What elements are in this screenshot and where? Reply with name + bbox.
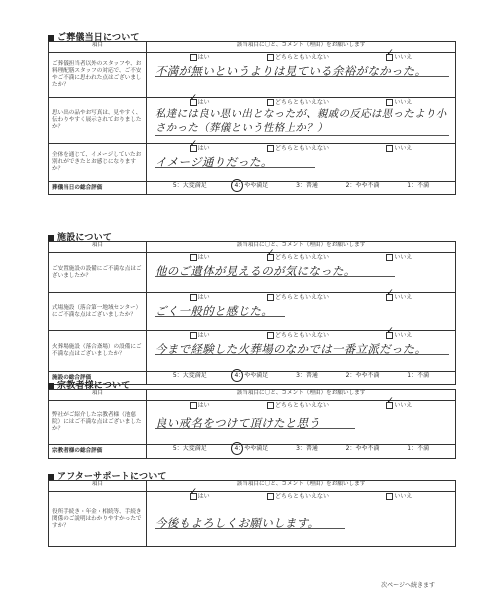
option-yes[interactable]: ✓ はい bbox=[190, 99, 210, 106]
option-yes[interactable]: ✓ はい bbox=[190, 493, 210, 500]
checked-checkbox-icon[interactable] bbox=[386, 294, 393, 301]
eval-label: 施設の総合評価 bbox=[49, 372, 147, 385]
scale-option-5[interactable]: 5：大変満足 bbox=[172, 445, 207, 452]
option-no[interactable]: ✓ いいえ bbox=[386, 332, 412, 339]
checkbox-icon[interactable] bbox=[190, 332, 197, 339]
scale-option-2[interactable]: 2：やや不満 bbox=[345, 445, 380, 452]
question-text: 式場施設（落合第一地域センター）にご不満な点はございましたか？ bbox=[49, 293, 147, 331]
question-text: ご安置施設の設備にご不満な点はございましたか？ bbox=[49, 253, 147, 293]
checkbox-icon[interactable] bbox=[190, 294, 197, 301]
checked-checkbox-icon[interactable] bbox=[386, 402, 393, 409]
checkbox-icon[interactable] bbox=[267, 402, 274, 409]
eval-label: 宗教者様の総合評価 bbox=[49, 445, 147, 459]
answer-cell bbox=[147, 492, 456, 547]
scale-option-4-circled[interactable]: 4：やや満足 bbox=[234, 182, 269, 189]
checkbox-icon[interactable] bbox=[386, 145, 393, 152]
checkbox-icon[interactable] bbox=[190, 54, 197, 61]
scale-option-5[interactable]: 5：大変満足 bbox=[172, 182, 207, 189]
option-no[interactable]: いいえ bbox=[386, 145, 412, 152]
table-after-support bbox=[48, 480, 456, 547]
scale-option-5[interactable]: 5：大変満足 bbox=[172, 372, 207, 379]
table-row bbox=[49, 144, 456, 182]
question-text: 弊社がご紹介した宗教者様（池慈院）にはご不満な点はございましたか？ bbox=[49, 401, 147, 445]
col-header-item: 項目 bbox=[49, 42, 147, 53]
table-row bbox=[49, 492, 456, 547]
checked-checkbox-icon[interactable] bbox=[190, 99, 197, 106]
col-header-instruction: 該当項目に〇と、コメント（理由）をお願いします bbox=[147, 390, 456, 401]
option-yes[interactable]: はい bbox=[190, 54, 210, 61]
checked-checkbox-icon[interactable] bbox=[386, 54, 393, 61]
option-yes[interactable]: はい bbox=[190, 402, 210, 409]
answer-cell bbox=[147, 53, 456, 98]
col-header-instruction: 該当項目に〇と、コメント（理由）をお願いします bbox=[147, 242, 456, 253]
question-text: 全体を通じて、イメージしていたお別れができたとお感じになりますか？ bbox=[49, 144, 147, 182]
question-text: 役所手続き・年金・相続等、手続き関係のご説明はわかりやすかったですか？ bbox=[49, 492, 147, 547]
handwritten-comment: 今後もよろしくお願いします。 bbox=[155, 520, 345, 529]
option-yes[interactable]: はい bbox=[190, 294, 210, 301]
option-neutral[interactable]: どちらともいえない bbox=[267, 294, 329, 301]
eval-row bbox=[49, 445, 456, 459]
col-header-instruction: 該当項目に〇と、コメント（理由）をお願いします bbox=[147, 42, 456, 53]
table-row bbox=[49, 98, 456, 144]
handwritten-comment: 他のご遺体が見えるのが気になった。 bbox=[155, 268, 395, 277]
checkbox-icon[interactable] bbox=[267, 332, 274, 339]
option-no[interactable]: いいえ bbox=[386, 99, 412, 106]
checkbox-icon[interactable] bbox=[386, 493, 393, 500]
answer-cell bbox=[147, 401, 456, 445]
eval-scale bbox=[147, 445, 456, 459]
scale-option-3[interactable]: 3：普通 bbox=[296, 182, 318, 189]
option-yes[interactable]: ✓ はい bbox=[190, 145, 210, 152]
option-no[interactable]: ✓ いいえ bbox=[386, 402, 412, 409]
option-neutral[interactable]: ✓ どちらともいえない bbox=[267, 254, 329, 261]
checkbox-icon[interactable] bbox=[386, 99, 393, 106]
scale-option-4-circled[interactable]: 4：やや満足 bbox=[234, 372, 269, 379]
checked-checkbox-icon[interactable] bbox=[267, 254, 274, 261]
checkbox-icon[interactable] bbox=[267, 99, 274, 106]
option-neutral[interactable]: どちらともいえない bbox=[267, 145, 329, 152]
option-yes[interactable]: はい bbox=[190, 254, 210, 261]
question-text: ご葬儀担当者以外のスタッフや、お料理配膳スタッフの対応で、ご不安やご不満に思われた点はございましたか？ bbox=[49, 53, 147, 98]
handwritten-comment: イメージ通りだった。 bbox=[155, 159, 315, 168]
scale-option-1[interactable]: 1：不満 bbox=[407, 445, 430, 452]
table-religious bbox=[48, 389, 456, 459]
continued-next-page-note: 次ページへ続きます bbox=[381, 582, 435, 589]
section-title-religious: 宗教者様について bbox=[48, 378, 130, 391]
col-header-instruction: 該当項目に〇と、コメント（理由）をお願いします bbox=[147, 481, 456, 492]
scale-option-1[interactable]: 1：不満 bbox=[407, 372, 430, 379]
handwritten-comment: 良い戒名をつけて頂けたと思う bbox=[155, 420, 355, 429]
handwritten-comment: 私達には良い思い出となったが、親戚の反応は思ったより小さかった（葬儀という性格上か？） bbox=[155, 107, 449, 137]
option-neutral[interactable]: どちらともいえない bbox=[267, 493, 329, 500]
handwritten-comment: 不満が無いというよりは見ている余裕がなかった。 bbox=[155, 68, 449, 77]
option-no[interactable]: ✓ いいえ bbox=[386, 54, 412, 61]
option-no[interactable]: ✓ いいえ bbox=[386, 294, 412, 301]
question-text: 思い出の品やお写真は、見やすく、伝わりやすく展示されておりましたか？ bbox=[49, 98, 147, 144]
handwritten-comment: 今まで経験した火葬場のなかでは一番立派だった。 bbox=[155, 346, 449, 355]
checked-checkbox-icon[interactable] bbox=[190, 145, 197, 152]
option-neutral[interactable]: どちらともいえない bbox=[267, 99, 329, 106]
option-no[interactable]: いいえ bbox=[386, 493, 412, 500]
checkbox-icon[interactable] bbox=[190, 254, 197, 261]
eval-scale bbox=[147, 182, 456, 195]
answer-cell bbox=[147, 293, 456, 331]
scale-option-1[interactable]: 1：不満 bbox=[407, 182, 430, 189]
answer-cell bbox=[147, 98, 456, 144]
checkbox-icon[interactable] bbox=[386, 254, 393, 261]
scale-option-3[interactable]: 3：普通 bbox=[296, 372, 318, 379]
option-neutral[interactable]: どちらともいえない bbox=[267, 332, 329, 339]
table-row bbox=[49, 253, 456, 293]
table-row bbox=[49, 53, 456, 98]
handwritten-comment: ごく一般的と感じた。 bbox=[155, 308, 285, 317]
question-text: 火葬場施設（落合斎場）の設備にご不満な点はございましたか？ bbox=[49, 331, 147, 372]
scale-option-3[interactable]: 3：普通 bbox=[296, 445, 318, 452]
checkbox-icon[interactable] bbox=[190, 402, 197, 409]
checked-checkbox-icon[interactable] bbox=[386, 332, 393, 339]
answer-cell bbox=[147, 253, 456, 293]
eval-scale bbox=[147, 372, 456, 385]
table-row bbox=[49, 331, 456, 372]
checked-checkbox-icon[interactable] bbox=[190, 493, 197, 500]
checkbox-icon[interactable] bbox=[267, 493, 274, 500]
col-header-item: 項目 bbox=[49, 481, 147, 492]
table-row bbox=[49, 293, 456, 331]
option-neutral[interactable]: どちらともいえない bbox=[267, 402, 329, 409]
section-title-after-support: アフターサポートについて bbox=[48, 469, 167, 482]
scale-option-2[interactable]: 2：やや不満 bbox=[345, 182, 380, 189]
table-facilities bbox=[48, 241, 456, 385]
option-no[interactable]: いいえ bbox=[386, 254, 412, 261]
scale-option-4-circled[interactable]: 4：やや満足 bbox=[234, 445, 269, 452]
answer-cell bbox=[147, 331, 456, 372]
checkbox-icon[interactable] bbox=[267, 54, 274, 61]
answer-cell bbox=[147, 144, 456, 182]
table-funeral-day bbox=[48, 41, 456, 195]
col-header-item: 項目 bbox=[49, 242, 147, 253]
option-yes[interactable]: はい bbox=[190, 332, 210, 339]
checkbox-icon[interactable] bbox=[267, 294, 274, 301]
option-neutral[interactable]: どちらともいえない bbox=[267, 54, 329, 61]
section-title-facilities: 施設について bbox=[48, 230, 112, 243]
eval-row bbox=[49, 182, 456, 195]
section-title-funeral-day: ご葬儀当日について bbox=[48, 30, 140, 43]
scale-option-2[interactable]: 2：やや不満 bbox=[345, 372, 380, 379]
eval-label: 葬儀当日の総合評価 bbox=[49, 182, 147, 195]
col-header-item: 項目 bbox=[49, 390, 147, 401]
checkbox-icon[interactable] bbox=[267, 145, 274, 152]
table-row bbox=[49, 401, 456, 445]
